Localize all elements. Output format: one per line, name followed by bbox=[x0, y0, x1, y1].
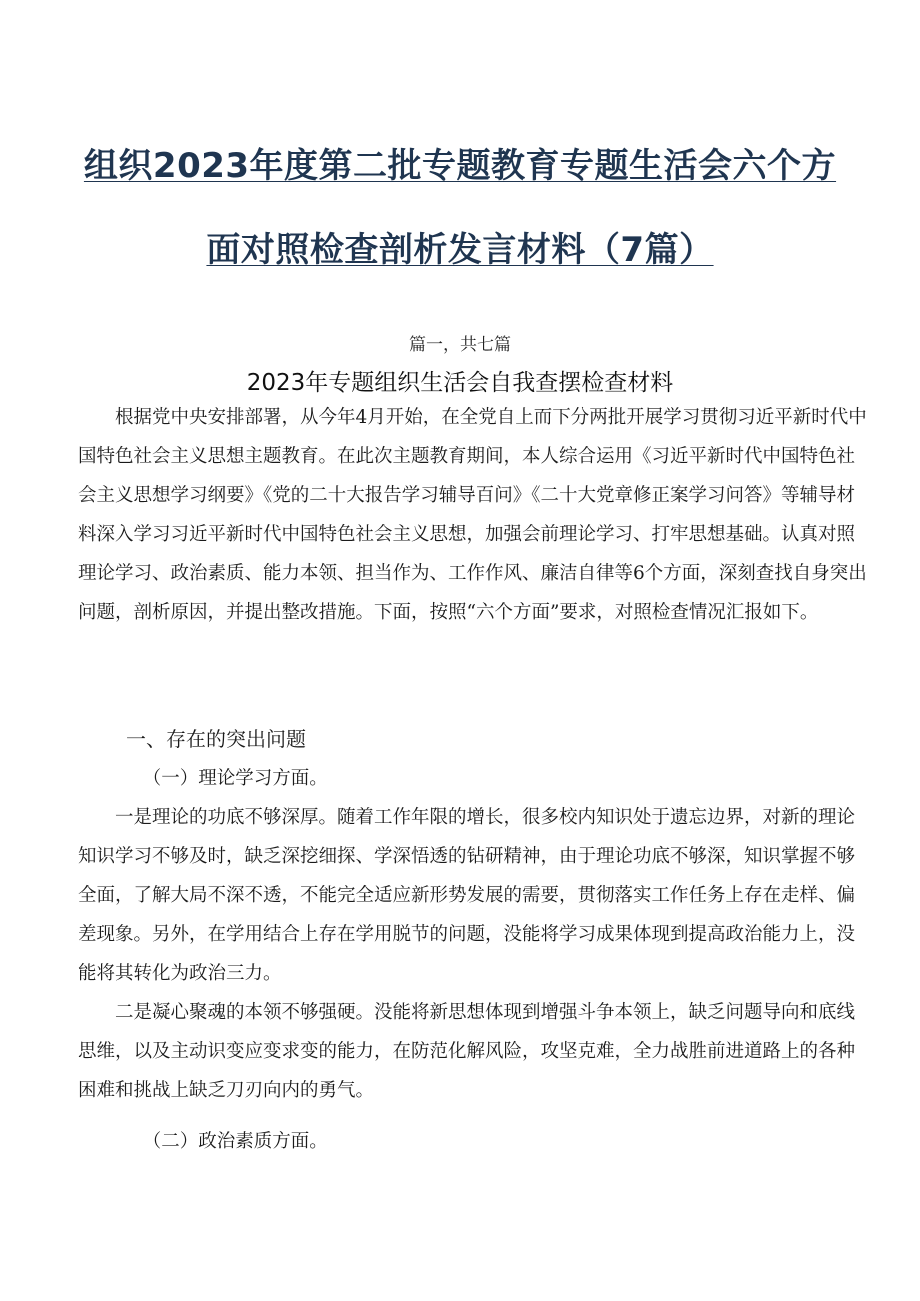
section-problems bbox=[78, 720, 868, 1110]
paragraph-theory-1: 一是理论的功底不够深厚。随着工作年限的增长，很多校内知识处于遗忘边界，对新的理论知识学习不够及时，缺乏深挖细探、学深悟透的钻研精神，由于理论功底不够深，知识掌握不够全面，了解大局不深不透，不能完全适应新形势发展的需要，贯彻落实工作任务上存在走样、偏差现象。另外，在学用结合上存在学用脱节的问题，没能将学习成果体现到提高政治能力上，没能将其转化为政治三力。 bbox=[78, 807, 856, 984]
subsection-heading-politics: （二）政治素质方面。 bbox=[142, 1131, 328, 1152]
section-heading: 一、存在的突出问题 bbox=[126, 727, 306, 751]
intro-paragraph: 根据党中央安排部署，从今年4月开始，在全党自上而下分两批开展学习贯彻习近平新时代中国特色社会主义思想主题教育。在此次主题教育期间，本人综合运用《习近平新时代中国特色社会主义思想学习纲要》《党的二十大报告学习辅导百问》《二十大党章修正案学习问答》等辅导材料深入学习习近平新时代中国特色社会主义思想，加强会前理论学习、打牢思想基础。认真对照理论学习、政治素质、能力本领、担当作为、工作作风、廉洁自律等6个方面，深刻查找自身突出问题，剖析原因，并提出整改措施。下面，按照“六个方面”要求，对照检查情况汇报如下。 bbox=[78, 407, 867, 623]
document-title-line-2: 面对照检查剖析发言材料（7篇） bbox=[206, 230, 714, 270]
document-title-line-1: 组织2023年度第二批专题教育专题生活会六个方 bbox=[83, 146, 837, 186]
article-title: 2023年专题组织生活会自我查摆检查材料 bbox=[246, 370, 674, 396]
subsection-heading-theory: （一）理论学习方面。 bbox=[142, 768, 328, 789]
paragraph-theory-2: 二是凝心聚魂的本领不够强硬。没能将新思想体现到增强斗争本领上，缺乏问题导向和底线思维，以及主动识变应变求变的能力，在防范化解风险，攻坚克难，全力战胜前进道路上的各种困难和挑战上缺乏刀刃向内的勇气。 bbox=[78, 1002, 856, 1101]
part-label: 篇一，共七篇 bbox=[409, 335, 511, 355]
intro-section bbox=[78, 398, 868, 632]
